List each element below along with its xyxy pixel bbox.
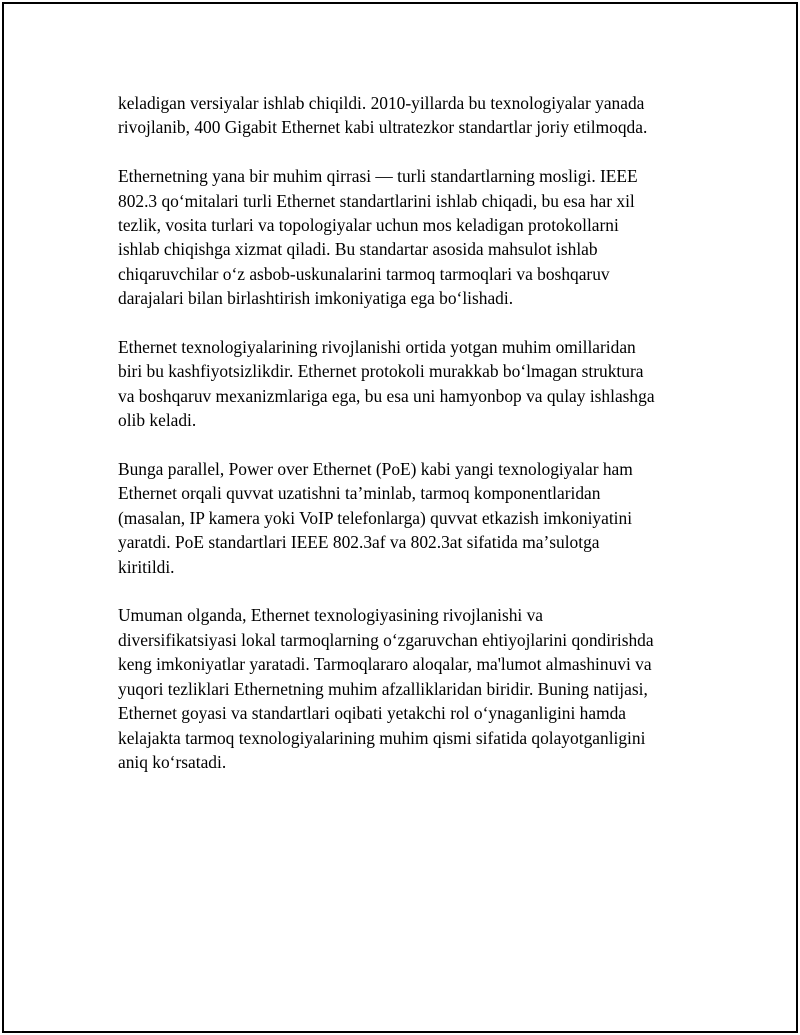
text-line: Ethernet texnologiyalarining rivojlanishi ortida yotgan muhim omillaridan bbox=[118, 337, 636, 358]
text-line: Ethernet goyasi va standartlari oqibati yetakchi rol oʻynaganligini hamda bbox=[118, 703, 627, 724]
text-line: (masalan, IP kamera yoki VoIP telefonlarga) quvvat etkazish imkoniyatini bbox=[118, 507, 633, 528]
document-body bbox=[118, 91, 698, 799]
text-line: biri bu kashfiyotsizlikdir. Ethernet protokoli murakkab boʻlmagan struktura bbox=[118, 361, 644, 382]
text-line: kelajakta tarmoq texnologiyalarining muhim qismi sifatida qolayotganligini bbox=[118, 727, 646, 748]
text-line: keladigan versiyalar ishlab chiqildi. 2010-yillarda bu texnologiyalar yanada bbox=[118, 93, 645, 113]
text-line: kiritildi. bbox=[118, 556, 175, 577]
paragraph-4 bbox=[118, 457, 698, 579]
text-line: aniq koʻrsatadi. bbox=[118, 751, 227, 772]
text-line: chiqaruvchilar oʻz asbob-uskunalarini tarmoq tarmoqlari va boshqaruv bbox=[118, 263, 610, 284]
text-line: yuqori tezliklari Ethernetning muhim afzalliklaridan biridir. Buning natijasi, bbox=[118, 678, 648, 699]
text-line: diversifikatsiyasi lokal tarmoqlarning oʻzgaruvchan ehtiyojlarini qondirishda bbox=[118, 629, 654, 650]
text-line: keng imkoniyatlar yaratadi. Tarmoqlararo aloqalar, ma'lumot almashinuvi va bbox=[118, 654, 652, 675]
text-line: Ethernetning yana bir muhim qirrasi — turli standartlarning mosligi. IEEE bbox=[118, 166, 638, 187]
text-line: Umuman olganda, Ethernet texnologiyasining rivojlanishi va bbox=[118, 605, 544, 626]
text-line: yaratdi. PoE standartlari IEEE 802.3af va 802.3at sifatida maʼsulotga bbox=[118, 532, 600, 553]
text-line: va boshqaruv mexanizmlariga ega, bu esa uni hamyonbop va qulay ishlashga bbox=[118, 385, 655, 406]
text-line: olib keladi. bbox=[118, 410, 197, 431]
text-line: rivojlanib, 400 Gigabit Ethernet kabi ultratezkor standartlar joriy etilmoqda. bbox=[118, 117, 648, 138]
paragraph-3 bbox=[118, 335, 698, 433]
text-line: ishlab chiqishga xizmat qiladi. Bu standartar asosida mahsulot ishlab bbox=[118, 239, 598, 260]
text-line: Bunga parallel, Power over Ethernet (PoE) kabi yangi texnologiyalar ham bbox=[118, 459, 633, 480]
text-line: darajalari bilan birlashtirish imkoniyatiga ega boʻlishadi. bbox=[118, 288, 514, 309]
text-line: 802.3 qoʻmitalari turli Ethernet standartlarini ishlab chiqadi, bu esa har xil bbox=[118, 190, 635, 211]
paragraph-5 bbox=[118, 603, 698, 774]
text-line: tezlik, vosita turlari va topologiyalar uchun mos keladigan protokollarni bbox=[118, 215, 619, 236]
paragraph-1 bbox=[118, 91, 698, 140]
text-line: Ethernet orqali quvvat uzatishni taʼminlab, tarmoq komponentlaridan bbox=[118, 483, 601, 504]
paragraph-2 bbox=[118, 164, 698, 310]
